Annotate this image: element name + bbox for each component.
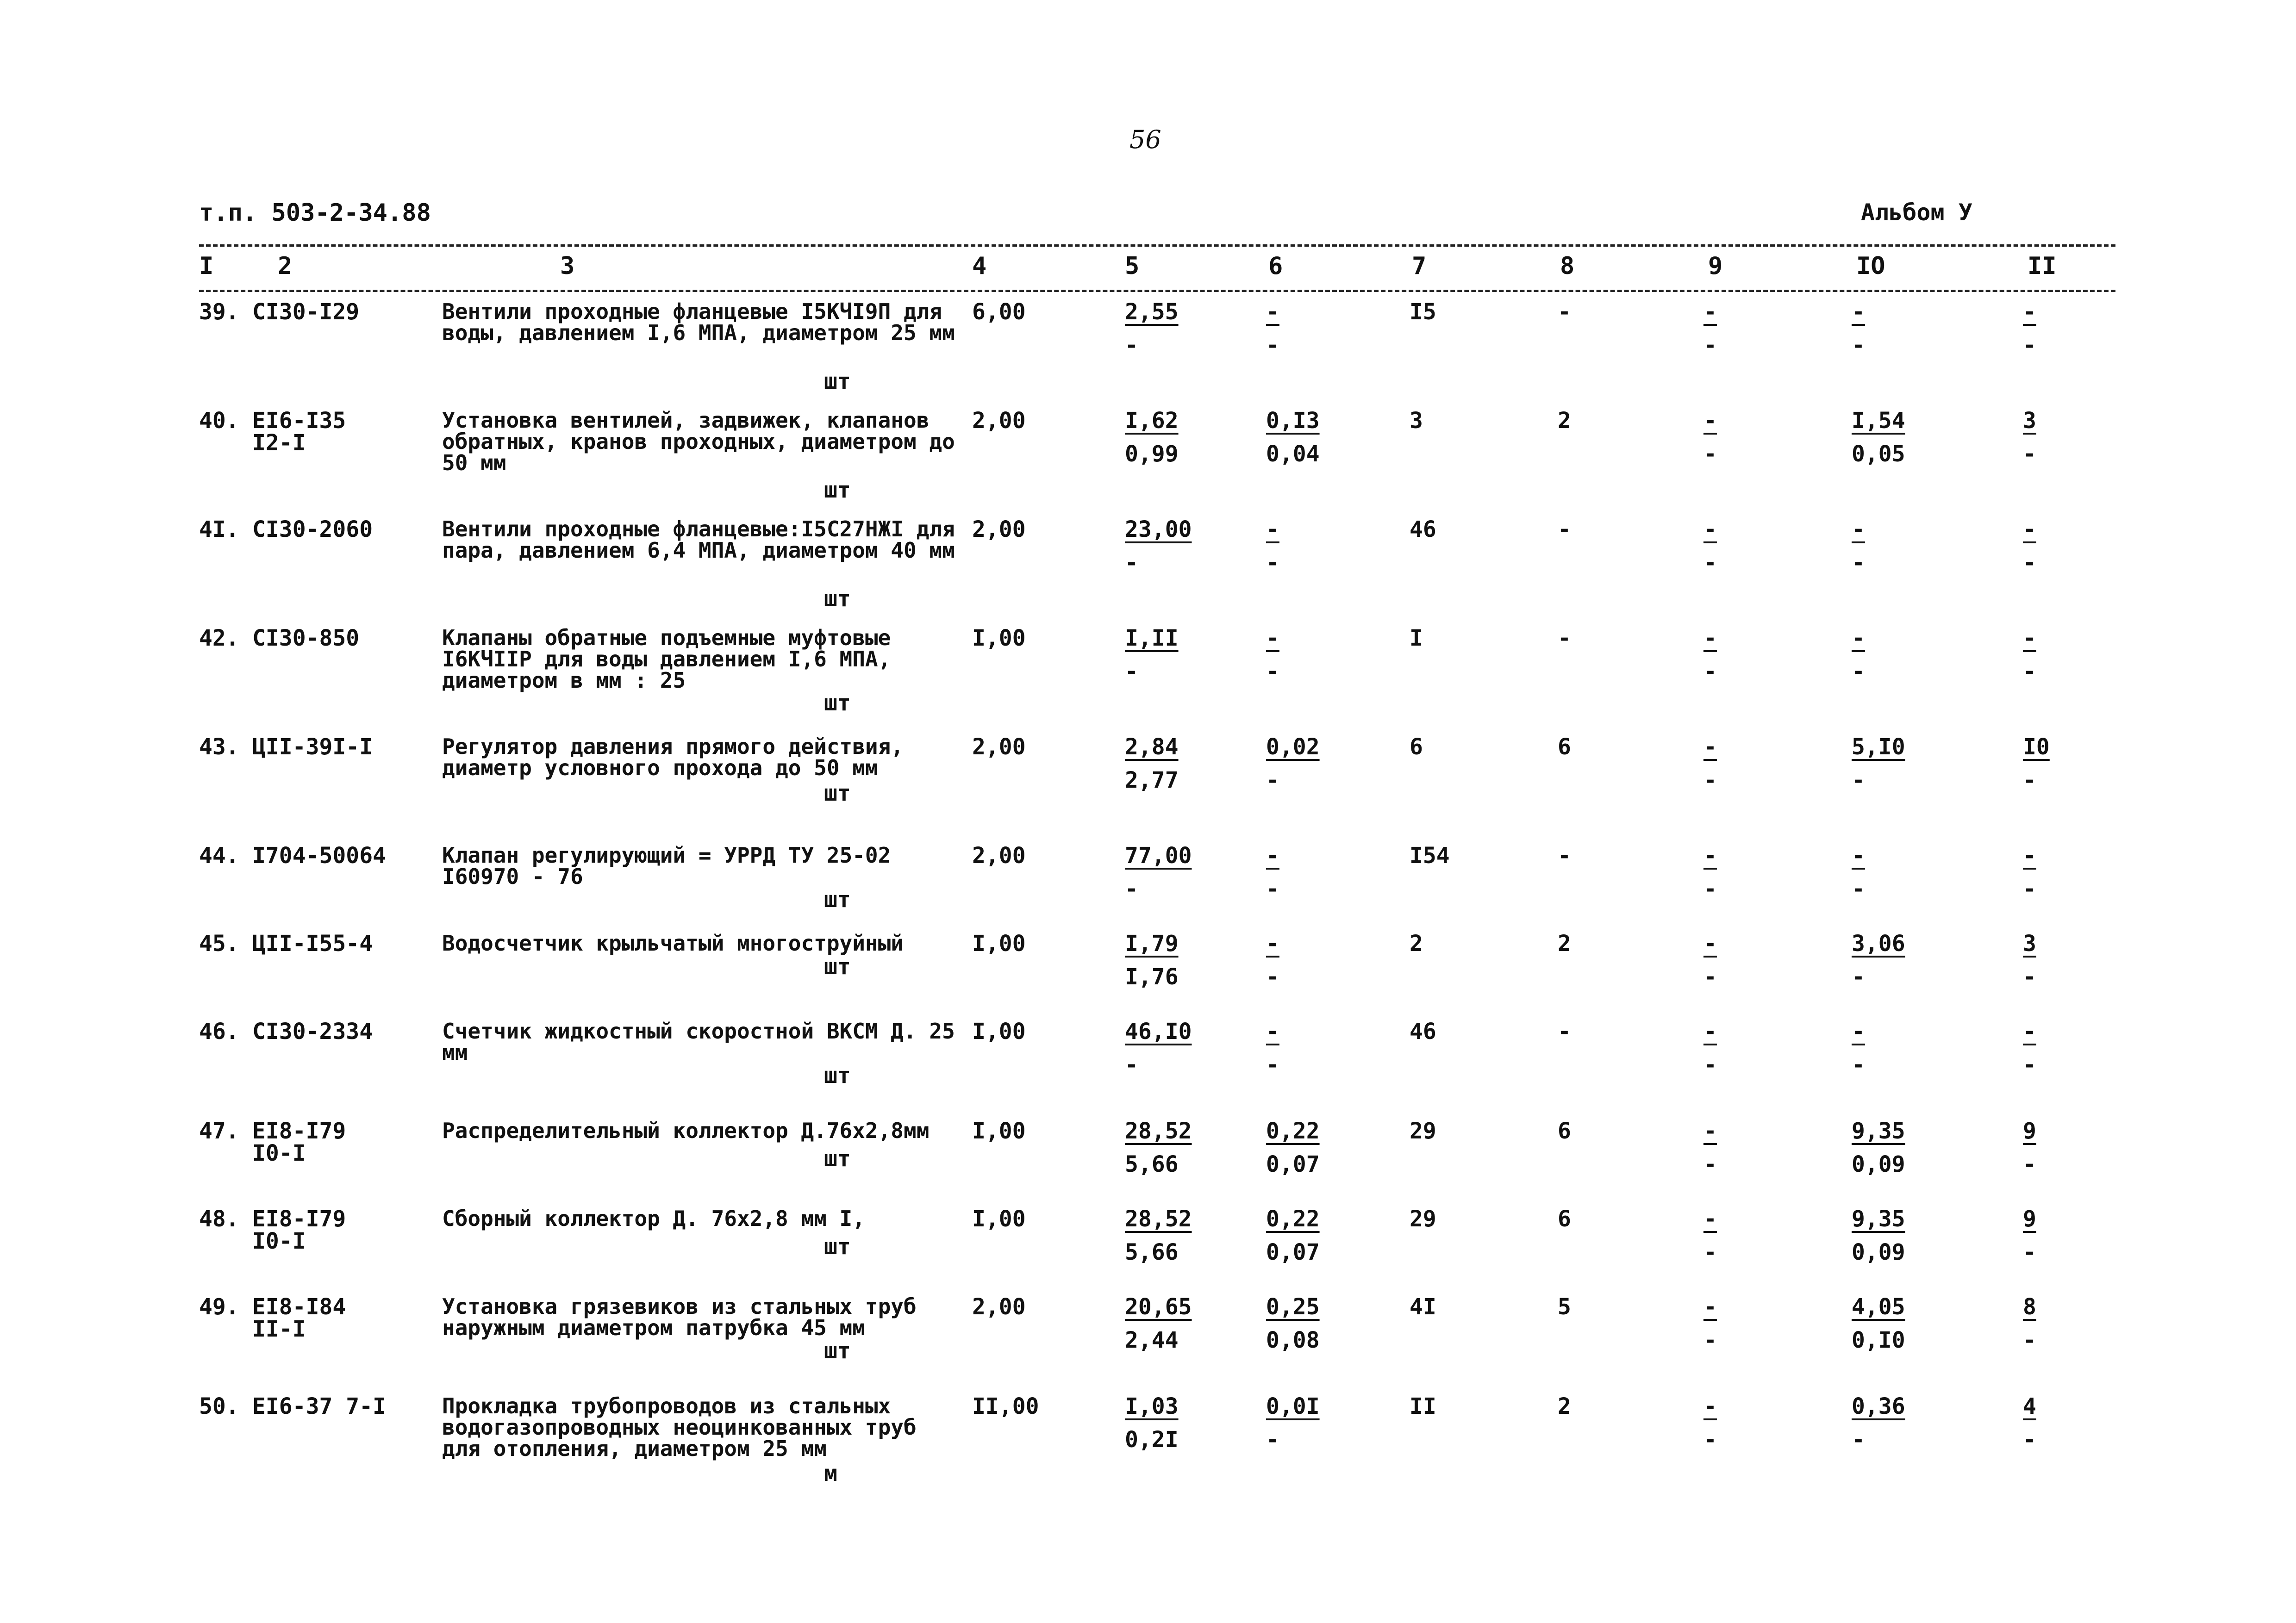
col6-bottom: - <box>1266 659 1279 684</box>
col10-top: 9,35 <box>1852 1118 1905 1144</box>
unit-label: шт <box>824 1338 851 1364</box>
column-header-5: 5 <box>1125 252 1140 280</box>
item-description: Клапаны обратные подъемные муфтовые I6КЧIIР для воды давлением I,6 МПА, диаметром в мм : 25 <box>442 625 891 693</box>
col9-bottom: - <box>1703 1327 1717 1353</box>
col7-value: 46 <box>1410 1019 1436 1045</box>
col5-bottom: - <box>1125 659 1138 684</box>
col9-fraction <box>1703 1020 1782 1076</box>
item-description: Прокладка трубопроводов из стальных водогазопроводных неоцинкованных труб для отопления, диаметром 25 мм <box>442 1393 917 1461</box>
col11-fraction <box>2023 1208 2102 1263</box>
col11-bottom: - <box>2023 1151 2036 1177</box>
col6-bottom: 0,07 <box>1266 1151 1320 1177</box>
col5-top: I,79 <box>1125 931 1179 957</box>
col9-fraction <box>1703 301 1782 356</box>
col5-fraction <box>1125 1395 1204 1451</box>
col6-bottom: - <box>1266 332 1279 358</box>
col6-bottom: 0,04 <box>1266 441 1320 467</box>
col7-value: 29 <box>1410 1118 1436 1144</box>
col6-bottom: 0,07 <box>1266 1239 1320 1265</box>
col11-top: - <box>2023 843 2036 869</box>
col6-fraction <box>1266 1020 1345 1076</box>
col10-bottom: - <box>1852 767 1865 793</box>
col11-fraction <box>2023 736 2102 791</box>
col11-fraction <box>2023 627 2102 683</box>
col11-bottom: - <box>2023 550 2036 576</box>
col7-value: 4I <box>1410 1294 1436 1320</box>
item-description: Вентили проходные фланцевые:I5С27НЖI для пара, давлением 6,4 МПА, диаметром 40 мм <box>442 516 955 563</box>
col10-fraction <box>1852 1020 1930 1076</box>
row-number: 39. <box>199 299 239 325</box>
col9-top: - <box>1703 931 1717 957</box>
col6-bottom: - <box>1266 876 1279 902</box>
quantity: 2,00 <box>972 734 1026 760</box>
col10-fraction <box>1852 1395 1930 1451</box>
col11-top: I0 <box>2023 734 2050 760</box>
unit-label: м <box>824 1461 837 1486</box>
col10-bottom: 0,09 <box>1852 1151 1905 1177</box>
col11-fraction <box>2023 301 2102 356</box>
col9-fraction <box>1703 627 1782 683</box>
unit-label: шт <box>824 1063 851 1088</box>
item-description: Установка вентилей, задвижек, клапанов обратных, кранов проходных, диаметром до 50 мм <box>442 408 955 475</box>
col5-fraction <box>1125 1208 1204 1263</box>
column-header-6: 6 <box>1268 252 1283 280</box>
col6-bottom: 0,08 <box>1266 1327 1320 1353</box>
col7-value: 6 <box>1410 734 1423 760</box>
col6-bottom: - <box>1266 1427 1279 1453</box>
col10-top: 4,05 <box>1852 1294 1905 1320</box>
unit-label: шт <box>824 954 851 980</box>
col10-bottom: 0,I0 <box>1852 1327 1905 1353</box>
col11-fraction <box>2023 410 2102 465</box>
col8-value: - <box>1558 843 1571 869</box>
item-description: Распределительный коллектор Д.76х2,8мм <box>442 1118 930 1143</box>
unit-label: шт <box>824 1234 851 1260</box>
col10-fraction <box>1852 301 1930 356</box>
col7-value: II <box>1410 1393 1436 1419</box>
col5-bottom: 2,77 <box>1125 767 1179 793</box>
page-number: 56 <box>1129 125 1161 154</box>
col5-top: 28,52 <box>1125 1118 1192 1144</box>
quantity: I,00 <box>972 1019 1026 1045</box>
col11-bottom: - <box>2023 1327 2036 1353</box>
column-header-1: I <box>199 252 214 280</box>
col9-fraction <box>1703 518 1782 574</box>
quantity: 6,00 <box>972 299 1026 325</box>
col10-bottom: - <box>1852 1427 1865 1453</box>
rate-code: ЕI8-I84 II-I <box>252 1294 346 1342</box>
col6-top: 0,0I <box>1266 1393 1320 1419</box>
row-number: 42. <box>199 625 239 651</box>
rate-code: ЦII-I55-4 <box>252 931 373 957</box>
quantity: I,00 <box>972 625 1026 651</box>
unit-label: шт <box>824 368 851 394</box>
unit-label: шт <box>824 887 851 913</box>
column-header-3: 3 <box>560 252 575 280</box>
col5-top: 23,00 <box>1125 516 1192 542</box>
row-number: 50. <box>199 1393 239 1419</box>
col9-bottom: - <box>1703 964 1717 990</box>
col11-bottom: - <box>2023 1427 2036 1453</box>
rate-code: ЕI6-37 7-I <box>252 1393 386 1419</box>
col6-top: 0,22 <box>1266 1206 1320 1232</box>
col6-top: - <box>1266 516 1279 542</box>
column-header-11: II <box>2028 252 2057 280</box>
col10-fraction <box>1852 410 1930 465</box>
col5-bottom: 5,66 <box>1125 1239 1179 1265</box>
unit-label: шт <box>824 780 851 806</box>
col9-fraction <box>1703 736 1782 791</box>
col6-fraction <box>1266 301 1345 356</box>
col9-top: - <box>1703 299 1717 325</box>
col11-fraction <box>2023 1296 2102 1351</box>
col5-fraction <box>1125 518 1204 574</box>
col8-value: 5 <box>1558 1294 1571 1320</box>
unit-label: шт <box>824 477 851 503</box>
row-number: 48. <box>199 1206 239 1232</box>
col11-bottom: - <box>2023 964 2036 990</box>
col9-fraction <box>1703 410 1782 465</box>
col6-top: - <box>1266 931 1279 957</box>
dashed-rule-bottom <box>199 290 2115 292</box>
col11-top: 9 <box>2023 1206 2036 1232</box>
col11-fraction <box>2023 845 2102 900</box>
col7-value: 46 <box>1410 516 1436 542</box>
row-number: 44. <box>199 843 239 869</box>
col7-value: 2 <box>1410 931 1423 957</box>
row-number: 49. <box>199 1294 239 1320</box>
col11-top: - <box>2023 1019 2036 1045</box>
col10-top: 5,I0 <box>1852 734 1905 760</box>
col5-bottom: 0,99 <box>1125 441 1179 467</box>
col7-value: 29 <box>1410 1206 1436 1232</box>
col5-fraction <box>1125 410 1204 465</box>
col5-fraction <box>1125 736 1204 791</box>
col6-bottom: - <box>1266 1052 1279 1078</box>
col10-bottom: - <box>1852 550 1865 576</box>
col5-top: I,II <box>1125 625 1179 651</box>
col9-bottom: - <box>1703 1427 1717 1453</box>
rate-code: ЕI6-I35 I2-I <box>252 408 346 456</box>
item-description: Установка грязевиков из стальных труб наружным диаметром патрубка 45 мм <box>442 1294 917 1340</box>
column-header-9: 9 <box>1708 252 1723 280</box>
col5-fraction <box>1125 1296 1204 1351</box>
col5-bottom: - <box>1125 876 1138 902</box>
col5-top: I,62 <box>1125 408 1179 434</box>
col5-fraction <box>1125 845 1204 900</box>
col10-bottom: 0,09 <box>1852 1239 1905 1265</box>
col8-value: - <box>1558 1019 1571 1045</box>
col6-top: - <box>1266 1019 1279 1045</box>
quantity: I,00 <box>972 931 1026 957</box>
col11-bottom: - <box>2023 332 2036 358</box>
col6-bottom: - <box>1266 550 1279 576</box>
quantity: 2,00 <box>972 408 1026 434</box>
row-number: 45. <box>199 931 239 957</box>
col10-top: - <box>1852 843 1865 869</box>
col7-value: 3 <box>1410 408 1423 434</box>
col11-top: - <box>2023 516 2036 542</box>
col11-fraction <box>2023 1020 2102 1076</box>
col9-top: - <box>1703 408 1717 434</box>
col9-top: - <box>1703 1294 1717 1320</box>
item-description: Водосчетчик крыльчатый многоструйный <box>442 931 904 956</box>
col10-bottom: 0,05 <box>1852 441 1905 467</box>
col10-fraction <box>1852 627 1930 683</box>
col7-value: I <box>1410 625 1423 651</box>
col11-top: 8 <box>2023 1294 2036 1320</box>
dashed-rule-top <box>199 244 2115 247</box>
col8-value: 6 <box>1558 734 1571 760</box>
row-number: 4I. <box>199 516 239 542</box>
col11-fraction <box>2023 1120 2102 1175</box>
col9-bottom: - <box>1703 876 1717 902</box>
col6-fraction <box>1266 736 1345 791</box>
quantity: 2,00 <box>972 843 1026 869</box>
col9-fraction <box>1703 1208 1782 1263</box>
col8-value: - <box>1558 299 1571 325</box>
col6-top: 0,I3 <box>1266 408 1320 434</box>
col6-fraction <box>1266 933 1345 988</box>
col11-bottom: - <box>2023 441 2036 467</box>
rate-code: I704-50064 <box>252 843 386 869</box>
col9-top: - <box>1703 625 1717 651</box>
col9-bottom: - <box>1703 1151 1717 1177</box>
col9-fraction <box>1703 1120 1782 1175</box>
col5-bottom: - <box>1125 1052 1138 1078</box>
unit-label: шт <box>824 586 851 612</box>
col10-fraction <box>1852 736 1930 791</box>
col5-top: 77,00 <box>1125 843 1192 869</box>
col10-fraction <box>1852 1296 1930 1351</box>
col10-bottom: - <box>1852 964 1865 990</box>
col9-bottom: - <box>1703 332 1717 358</box>
row-number: 47. <box>199 1118 239 1144</box>
col5-top: 46,I0 <box>1125 1019 1192 1045</box>
col5-fraction <box>1125 1020 1204 1076</box>
col5-top: I,03 <box>1125 1393 1179 1419</box>
col10-top: 3,06 <box>1852 931 1905 957</box>
col11-fraction <box>2023 518 2102 574</box>
col9-bottom: - <box>1703 1239 1717 1265</box>
quantity: I,00 <box>972 1206 1026 1232</box>
col10-bottom: - <box>1852 659 1865 684</box>
col8-value: 2 <box>1558 931 1571 957</box>
col8-value: 6 <box>1558 1206 1571 1232</box>
col5-top: 2,84 <box>1125 734 1179 760</box>
col9-top: - <box>1703 843 1717 869</box>
col9-bottom: - <box>1703 767 1717 793</box>
col5-bottom: - <box>1125 332 1138 358</box>
col11-fraction <box>2023 1395 2102 1451</box>
col10-top: 9,35 <box>1852 1206 1905 1232</box>
item-description: Регулятор давления прямого действия, диаметр условного прохода до 50 мм <box>442 734 904 780</box>
column-header-8: 8 <box>1560 252 1575 280</box>
col5-top: 28,52 <box>1125 1206 1192 1232</box>
col5-bottom: - <box>1125 550 1138 576</box>
col7-value: I5 <box>1410 299 1436 325</box>
col9-fraction <box>1703 933 1782 988</box>
col10-bottom: - <box>1852 876 1865 902</box>
col11-bottom: - <box>2023 659 2036 684</box>
col9-top: - <box>1703 1393 1717 1419</box>
col10-top: - <box>1852 625 1865 651</box>
col6-fraction <box>1266 518 1345 574</box>
col6-fraction <box>1266 1120 1345 1175</box>
unit-label: шт <box>824 690 851 716</box>
col9-bottom: - <box>1703 1052 1717 1078</box>
col10-top: I,54 <box>1852 408 1905 434</box>
col8-value: - <box>1558 516 1571 542</box>
col10-fraction <box>1852 845 1930 900</box>
quantity: 2,00 <box>972 1294 1026 1320</box>
col11-bottom: - <box>2023 876 2036 902</box>
col11-bottom: - <box>2023 767 2036 793</box>
col9-top: - <box>1703 734 1717 760</box>
row-number: 43. <box>199 734 239 760</box>
rate-code: СI30-I29 <box>252 299 360 325</box>
col6-fraction <box>1266 1208 1345 1263</box>
col10-top: - <box>1852 516 1865 542</box>
col9-fraction <box>1703 1296 1782 1351</box>
column-header-7: 7 <box>1412 252 1427 280</box>
col11-fraction <box>2023 933 2102 988</box>
row-number: 46. <box>199 1019 239 1045</box>
col11-bottom: - <box>2023 1239 2036 1265</box>
document-code: т.п. 503-2-34.88 <box>199 199 431 227</box>
col6-fraction <box>1266 1296 1345 1351</box>
col6-top: 0,22 <box>1266 1118 1320 1144</box>
col6-fraction <box>1266 627 1345 683</box>
col11-top: - <box>2023 299 2036 325</box>
row-number: 40. <box>199 408 239 434</box>
col5-top: 2,55 <box>1125 299 1179 325</box>
col10-fraction <box>1852 933 1930 988</box>
col5-top: 20,65 <box>1125 1294 1192 1320</box>
col7-value: I54 <box>1410 843 1450 869</box>
rate-code: ЕI8-I79 I0-I <box>252 1118 346 1166</box>
item-description: Счетчик жидкостный скоростной ВКСМ Д. 25 мм <box>442 1019 955 1065</box>
col6-bottom: - <box>1266 964 1279 990</box>
item-description: Вентили проходные фланцевые I5КЧI9П для воды, давлением I,6 МПА, диаметром 25 мм <box>442 299 955 345</box>
col9-top: - <box>1703 1206 1717 1232</box>
col6-top: - <box>1266 625 1279 651</box>
unit-label: шт <box>824 1146 851 1172</box>
quantity: II,00 <box>972 1393 1039 1419</box>
album-label: Альбом У <box>1861 199 1972 226</box>
col10-fraction <box>1852 1208 1930 1263</box>
col11-top: 9 <box>2023 1118 2036 1144</box>
col6-top: - <box>1266 299 1279 325</box>
col10-bottom: - <box>1852 1052 1865 1078</box>
col6-bottom: - <box>1266 767 1279 793</box>
quantity: I,00 <box>972 1118 1026 1144</box>
col9-top: - <box>1703 1019 1717 1045</box>
col6-top: 0,25 <box>1266 1294 1320 1320</box>
item-description: Клапан регулирующий = УРРД ТУ 25-02 I60970 - 76 <box>442 843 891 889</box>
col6-fraction <box>1266 845 1345 900</box>
col9-fraction <box>1703 845 1782 900</box>
col8-value: 2 <box>1558 408 1571 434</box>
col9-bottom: - <box>1703 441 1717 467</box>
col10-top: - <box>1852 1019 1865 1045</box>
col5-fraction <box>1125 1120 1204 1175</box>
col5-fraction <box>1125 933 1204 988</box>
col11-top: 4 <box>2023 1393 2036 1419</box>
col11-bottom: - <box>2023 1052 2036 1078</box>
col6-top: 0,02 <box>1266 734 1320 760</box>
column-header-4: 4 <box>972 252 987 280</box>
col10-bottom: - <box>1852 332 1865 358</box>
col10-fraction <box>1852 1120 1930 1175</box>
col9-bottom: - <box>1703 659 1717 684</box>
col10-fraction <box>1852 518 1930 574</box>
col6-fraction <box>1266 1395 1345 1451</box>
col5-bottom: 2,44 <box>1125 1327 1179 1353</box>
quantity: 2,00 <box>972 516 1026 542</box>
col6-fraction <box>1266 410 1345 465</box>
col10-top: - <box>1852 299 1865 325</box>
col8-value: 2 <box>1558 1393 1571 1419</box>
col9-bottom: - <box>1703 550 1717 576</box>
column-header-10: IO <box>1856 252 1885 280</box>
rate-code: СI30-2334 <box>252 1019 373 1045</box>
col11-top: 3 <box>2023 931 2036 957</box>
col5-bottom: 0,2I <box>1125 1427 1179 1453</box>
col8-value: 6 <box>1558 1118 1571 1144</box>
rate-code: ЦII-39I-I <box>252 734 373 760</box>
col11-top: - <box>2023 625 2036 651</box>
rate-code: СI30-2060 <box>252 516 373 542</box>
rate-code: ЕI8-I79 I0-I <box>252 1206 346 1254</box>
col5-bottom: 5,66 <box>1125 1151 1179 1177</box>
col8-value: - <box>1558 625 1571 651</box>
column-header-2: 2 <box>278 252 293 280</box>
col6-top: - <box>1266 843 1279 869</box>
col9-fraction <box>1703 1395 1782 1451</box>
col5-fraction <box>1125 301 1204 356</box>
col9-top: - <box>1703 516 1717 542</box>
col5-bottom: I,76 <box>1125 964 1179 990</box>
col10-top: 0,36 <box>1852 1393 1905 1419</box>
col9-top: - <box>1703 1118 1717 1144</box>
rate-code: СI30-850 <box>252 625 360 651</box>
col11-top: 3 <box>2023 408 2036 434</box>
item-description: Сборный коллектор Д. 76х2,8 мм I, <box>442 1206 865 1231</box>
col5-fraction <box>1125 627 1204 683</box>
